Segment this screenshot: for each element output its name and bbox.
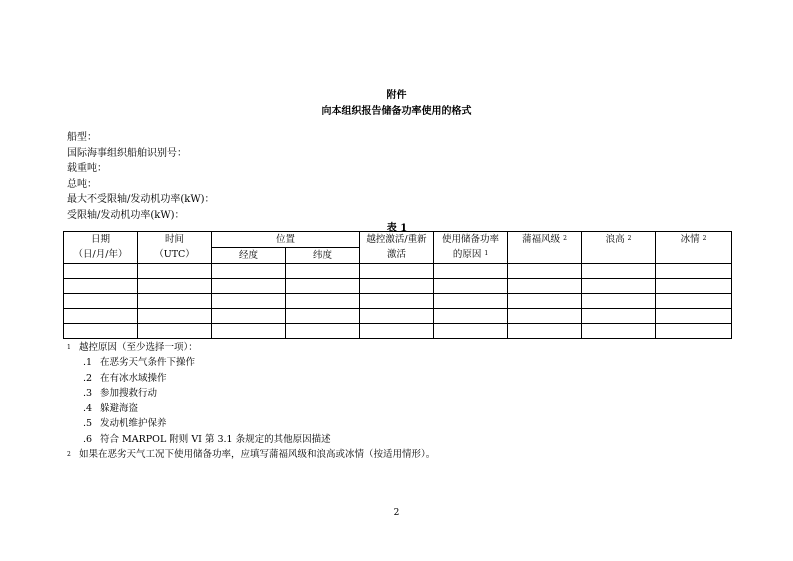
- table-cell[interactable]: [286, 264, 360, 279]
- table-cell[interactable]: [138, 264, 212, 279]
- table-cell[interactable]: [508, 279, 582, 294]
- reserve-power-table: [63, 231, 732, 339]
- footnote-1: [67, 340, 435, 355]
- table-cell[interactable]: [360, 264, 434, 279]
- header-override-line1: 越控激活/重新: [366, 234, 427, 245]
- annex-label: 附件: [386, 90, 407, 101]
- table-cell[interactable]: [360, 294, 434, 309]
- list-item-text: 躲避海盗: [100, 403, 139, 415]
- field-limited-power: 受限轴/发动机功率(kW)：: [67, 209, 185, 221]
- table-cell[interactable]: [360, 279, 434, 294]
- table-cell[interactable]: [212, 309, 286, 324]
- table-cell[interactable]: [434, 309, 508, 324]
- field-unlimited-power: 最大不受限轴/发动机功率(kW)：: [67, 194, 215, 206]
- header-beaufort: [508, 232, 582, 264]
- table-cell[interactable]: [582, 279, 656, 294]
- header-wave: [582, 232, 656, 264]
- list-item-number: .2: [83, 372, 93, 384]
- footnote-2: [67, 447, 435, 462]
- table-row: [64, 309, 732, 324]
- table-cell[interactable]: [434, 264, 508, 279]
- footnote-mark-2: 2: [67, 451, 71, 459]
- table-cell[interactable]: [138, 324, 212, 339]
- table-cell[interactable]: [64, 294, 138, 309]
- table-row: [64, 264, 732, 279]
- list-item-number: .4: [83, 403, 93, 415]
- footnotes: [67, 340, 435, 462]
- header-time-line2: （UTC）: [154, 249, 195, 260]
- header-longitude: 经度: [212, 248, 286, 264]
- list-item-number: .3: [83, 387, 93, 399]
- table-cell[interactable]: [582, 294, 656, 309]
- header-override-line2: 激活: [387, 249, 407, 260]
- table-title: 表 1: [386, 223, 408, 234]
- header-reason-text: 的原因: [452, 249, 482, 260]
- field-imo-number: 国际海事组织船舶识别号：: [67, 147, 187, 159]
- table-cell[interactable]: [656, 309, 732, 324]
- table-cell[interactable]: [656, 279, 732, 294]
- table-cell[interactable]: [582, 324, 656, 339]
- table-cell[interactable]: [64, 324, 138, 339]
- list-item: [67, 355, 435, 370]
- list-item: [67, 432, 435, 447]
- header-date-line1: 日期: [90, 234, 110, 245]
- footnote-1-text: 越控原因（至少选择一项）：: [79, 342, 198, 353]
- header-reason-line1: 使用储备功率: [442, 234, 500, 245]
- header-ice: [656, 232, 732, 264]
- page-number: 2: [393, 508, 400, 518]
- table-cell[interactable]: [286, 309, 360, 324]
- header-override: [360, 232, 434, 264]
- table-cell[interactable]: [434, 279, 508, 294]
- footnote-2-text: 如果在恶劣天气工况下使用储备功率，应填写蒲福风级和浪高或冰情（按适用情形）。: [79, 449, 436, 461]
- table-cell[interactable]: [508, 294, 582, 309]
- table-row: [64, 294, 732, 309]
- list-item-text: 符合 MARPOL 附则 VI 第 3.1 条规定的其他原因描述: [100, 433, 331, 445]
- list-item-text: 在恶劣天气条件下操作: [100, 357, 196, 369]
- field-ship-type: 船型：: [67, 132, 97, 143]
- field-deadweight: 载重吨：: [67, 163, 107, 175]
- list-item: [67, 401, 435, 416]
- table-cell[interactable]: [212, 294, 286, 309]
- header-time: [138, 232, 212, 264]
- footnote-ref-2: 2: [563, 235, 567, 242]
- table-cell[interactable]: [212, 279, 286, 294]
- header-latitude: 纬度: [286, 248, 360, 264]
- footnote-ref-2: 2: [702, 235, 707, 242]
- footnote-ref-2: 2: [627, 235, 632, 242]
- document-title: 向本组织报告储备功率使用的格式: [321, 106, 472, 117]
- header-date-line2: （日/月/年）: [73, 249, 128, 260]
- table-cell[interactable]: [582, 264, 656, 279]
- table-cell[interactable]: [582, 309, 656, 324]
- header-position: 位置: [212, 232, 360, 248]
- header-reason-line2: [434, 247, 507, 262]
- table-row: [64, 279, 732, 294]
- header-beaufort-text: 蒲福风级: [522, 234, 561, 245]
- table-cell[interactable]: [508, 324, 582, 339]
- header-wave-text: 浪高: [605, 234, 625, 245]
- table-cell[interactable]: [360, 324, 434, 339]
- header-reason: [434, 232, 508, 264]
- list-item-number: .5: [83, 418, 93, 430]
- list-item-text: 参加搜救行动: [100, 387, 158, 399]
- table-row: [64, 324, 732, 339]
- table-cell[interactable]: [434, 324, 508, 339]
- table-cell[interactable]: [656, 294, 732, 309]
- header-row-1: [64, 232, 732, 248]
- table-cell[interactable]: [138, 279, 212, 294]
- footnote-ref-1: 1: [484, 250, 489, 257]
- list-item: [67, 416, 435, 431]
- table-cell[interactable]: [434, 294, 508, 309]
- table-cell[interactable]: [64, 264, 138, 279]
- table-cell[interactable]: [212, 264, 286, 279]
- table-cell[interactable]: [212, 324, 286, 339]
- table-cell[interactable]: [656, 324, 732, 339]
- ship-info-fields: [67, 130, 215, 224]
- header-ice-text: 冰情: [680, 234, 700, 245]
- table-cell[interactable]: [286, 279, 360, 294]
- footnote-mark-1: 1: [67, 344, 71, 351]
- table-cell[interactable]: [656, 264, 732, 279]
- list-item-number: .6: [83, 433, 93, 445]
- list-item-text: 发动机维护保养: [100, 418, 167, 430]
- header-time-line1: 时间: [164, 234, 184, 245]
- table-cell[interactable]: [508, 309, 582, 324]
- list-item: [67, 386, 435, 401]
- list-item: [67, 371, 435, 386]
- field-gross-tonnage: 总吨：: [67, 178, 97, 190]
- table-cell[interactable]: [138, 294, 212, 309]
- table-cell[interactable]: [286, 294, 360, 309]
- table-cell[interactable]: [286, 324, 360, 339]
- table-cell[interactable]: [508, 264, 582, 279]
- table-cell[interactable]: [64, 279, 138, 294]
- header-date: [64, 232, 138, 264]
- list-item-number: .1: [83, 357, 93, 369]
- table-cell[interactable]: [360, 309, 434, 324]
- list-item-text: 在有冰水域操作: [100, 372, 167, 384]
- table-cell[interactable]: [64, 309, 138, 324]
- table-cell[interactable]: [138, 309, 212, 324]
